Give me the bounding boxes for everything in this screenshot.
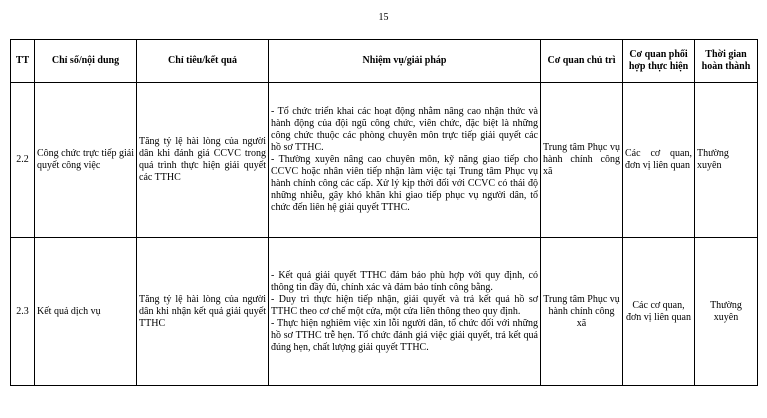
table-header-row [11, 40, 758, 83]
row-indicator: Kết quả dịch vụ [35, 238, 137, 386]
row-lead-agency: Trung tâm Phục vụ hành chính công xã [541, 83, 623, 238]
row-target: Tăng tỷ lệ hài lòng của người dân khi nhận kết quả giải quyết TTHC [137, 238, 269, 386]
header-tasks: Nhiệm vụ/giải pháp [269, 40, 541, 83]
row-tt: 2.3 [11, 238, 35, 386]
page-number: 15 [378, 12, 389, 23]
row-lead-agency: Trung tâm Phục vụ hành chính công xã [541, 238, 623, 386]
header-indicator: Chỉ số/nội dung [35, 40, 137, 83]
row-coordinating-agency: Các cơ quan, đơn vị liên quan [623, 238, 695, 386]
task-item: - Tổ chức triển khai các hoạt động nhằm nâng cao nhận thức và hành động của đội ngũ công chức, viên chức, đặc biệt là những công chức thuộc các phòng chuyên môn trực tiếp giải quyết các hồ sơ TTHC. [271, 106, 538, 153]
header-target: Chỉ tiêu/kết quả [137, 40, 269, 83]
row-tasks [269, 238, 541, 386]
table-row [11, 83, 758, 238]
row-coordinating-agency: Các cơ quan, đơn vị liên quan [623, 83, 695, 238]
row-tt: 2.2 [11, 83, 35, 238]
plan-table [10, 39, 758, 386]
header-tt: TT [11, 40, 35, 83]
row-tasks [269, 83, 541, 238]
row-completion-time: Thường xuyên [695, 83, 758, 238]
header-coordinating-agency: Cơ quan phối hợp thực hiện [623, 40, 695, 83]
row-target: Tăng tỷ lệ hài lòng của người dân khi đánh giá CCVC trong quá trình thực hiện giải quyết các TTHC [137, 83, 269, 238]
task-item: - Duy trì thực hiện tiếp nhận, giải quyết và trả kết quả hồ sơ TTHC theo cơ chế một cửa, một cửa liên thông theo quy định. [271, 293, 538, 317]
header-lead-agency: Cơ quan chủ trì [541, 40, 623, 83]
task-item: - Thực hiện nghiêm việc xin lỗi người dân, tổ chức đối với những hồ sơ TTHC trễ hẹn. Tổ chức đánh giá việc giải quyết, trả kết quả đúng hẹn, chất lượng giải quyết TTHC. [271, 317, 538, 353]
row-indicator: Công chức trực tiếp giải quyết công việc [35, 83, 137, 238]
header-completion-time: Thời gian hoàn thành [695, 40, 758, 83]
table-row [11, 238, 758, 386]
task-item: - Kết quả giải quyết TTHC đảm bảo phù hợp với quy định, có thông tin đầy đủ, chính xác và đảm bảo tính công bằng. [271, 269, 538, 293]
row-completion-time: Thường xuyên [695, 238, 758, 386]
task-item: - Thường xuyên nâng cao chuyên môn, kỹ năng giao tiếp cho CCVC hoặc nhân viên tiếp nhận làm việc tại Trung tâm Phục vụ hành chính công các cấp. Xử lý kịp thời đối với CCVC có thái độ những nhiễu, gây khó khăn khi giao tiếp phục vụ người dân, tổ chức đến liên hệ giải quyết TTHC. [271, 154, 538, 213]
